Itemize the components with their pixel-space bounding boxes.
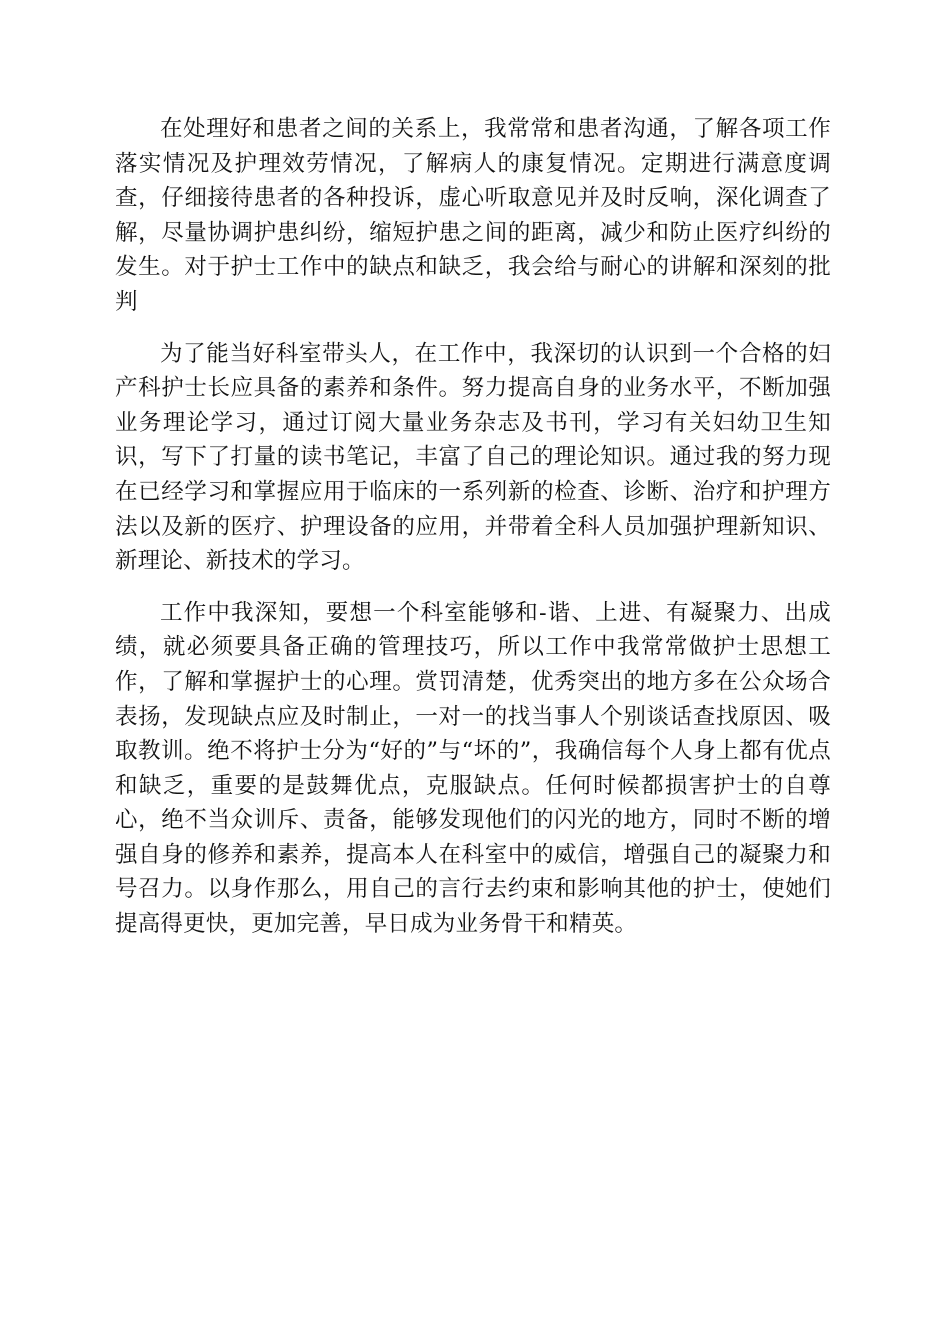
paragraph-professional-study: 为了能当好科室带头人，在工作中，我深切的认识到一个合格的妇产科护士长应具备的素养和条件。努力提高自身的业务水平，不断加强业务理论学习，通过订阅大量业务杂志及书刊，学习有关妇幼卫生知识，写下了打量的读书笔记，丰富了自己的理论知识。通过我的努力现在已经学习和掌握应用于临床的一系列新的检查、诊断、治疗和护理方法以及新的医疗、护理设备的应用，并带着全科人员加强护理新知识、新理论、新技术的学习。 — [115, 340, 831, 575]
paragraph-management-skills: 工作中我深知，要想一个科室能够和-谐、上进、有凝聚力、出成绩，就必须要具备正确的管理技巧，所以工作中我常常做护士思想工作，了解和掌握护士的心理。赏罚清楚，优秀突出的地方多在公众场合表扬，发现缺点应及时制止，一对一的找当事人个别谈话查找原因、吸取教训。绝不将护士分为“好的”与“坏的”，我确信每个人身上都有优点和缺乏，重要的是鼓舞优点，克服缺点。任何时候都损害护士的自尊心，绝不当众训斥、责备，能够发现他们的闪光的地方，同时不断的增强自身的修养和素养，提高本人在科室中的威信，增强自己的凝聚力和号召力。以身作那么，用自己的言行去约束和影响其他的护士，使她们提高得更快，更加完善，早日成为业务骨干和精英。 — [115, 599, 831, 938]
document-body — [115, 112, 831, 959]
paragraph-patient-relations: 在处理好和患者之间的关系上，我常常和患者沟通，了解各项工作落实情况及护理效劳情况，了解病人的康复情况。定期进行满意度调查，仔细接待患者的各种投诉，虚心听取意见并及时反响，深化调查了解，尽量协调护患纠纷，缩短护患之间的距离，减少和防止医疗纠纷的发生。对于护士工作中的缺点和缺乏，我会给与耐心的讲解和深刻的批判 — [115, 116, 831, 315]
